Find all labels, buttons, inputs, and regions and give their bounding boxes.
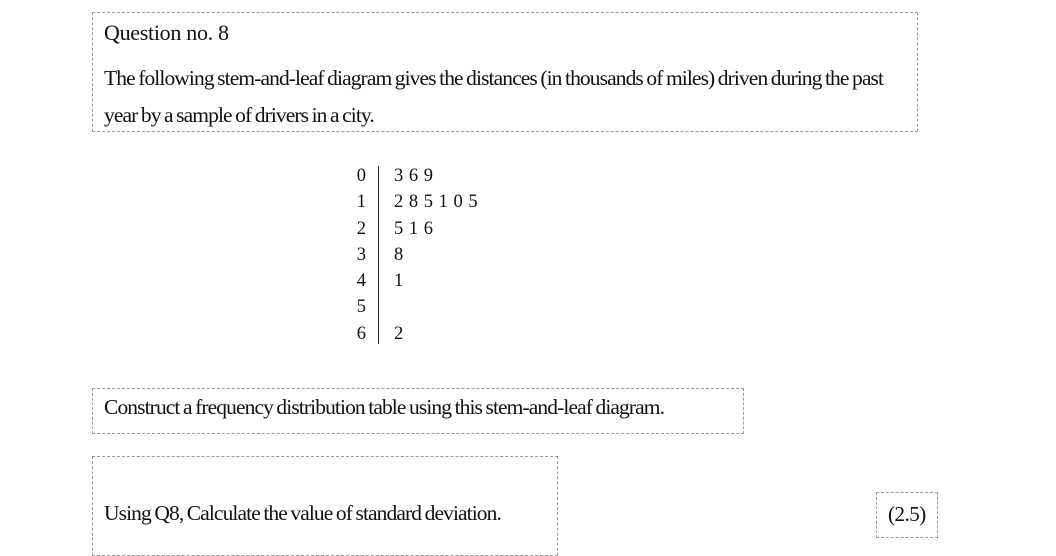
stem-value: 2 [356,218,366,239]
leaf-values: 2 [394,323,404,344]
construct-instruction: Construct a frequency distribution table using this stem-and-leaf diagram. [104,395,665,419]
leaf-values: 2 8 5 1 0 5 [394,192,479,213]
marks-value: (2.5) [888,502,926,526]
leaf-values: 8 [394,244,404,265]
question-text: The following stem-and-leaf diagram gives the distances (in thousands of miles) driven during the past year by a sample of drivers in a city. [104,66,884,127]
stem-value: 6 [356,323,366,344]
stem-value: 3 [356,244,366,265]
stem-value: 4 [356,271,366,292]
stem-value: 5 [356,297,366,318]
leaf-values: 3 6 9 [394,166,434,186]
stem-value: 1 [356,192,366,213]
question-title: Question no. 8 [104,20,229,45]
leaf-values: 5 1 6 [394,218,434,239]
stem-leaf-divider [378,166,379,344]
stem-value: 0 [356,166,366,186]
calculate-instruction: Using Q8, Calculate the value of standard deviation. [104,501,501,525]
leaf-values: 1 [394,271,404,292]
